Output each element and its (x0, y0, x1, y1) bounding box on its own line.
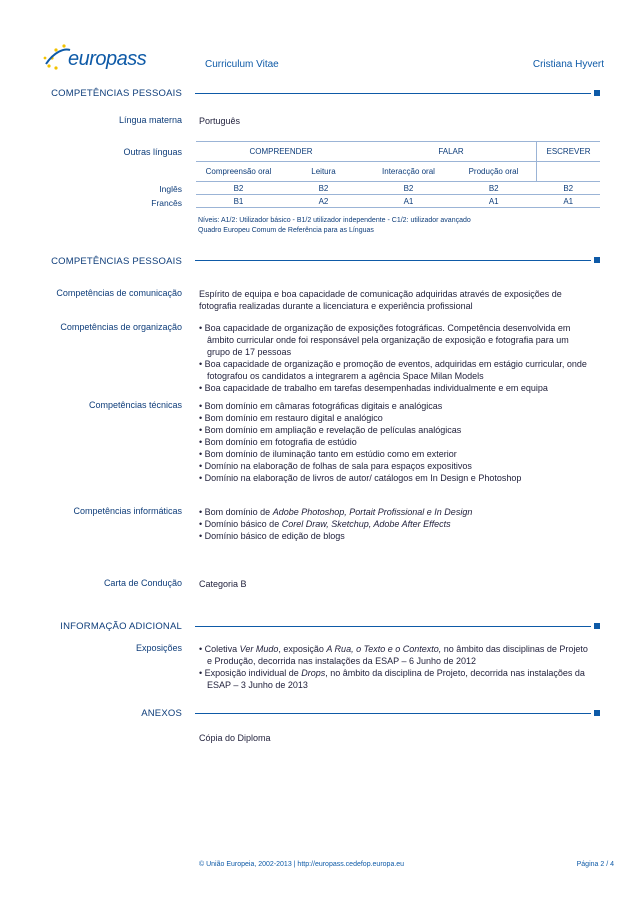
computer-list (199, 506, 599, 542)
document-title: Curriculum Vitae (205, 59, 279, 70)
level-cell: B2 (488, 183, 499, 193)
level-cell: B2 (318, 183, 329, 193)
section-title-personal-skills: COMPETÊNCIAS PESSOAIS (51, 256, 182, 267)
list-item: • Boa capacidade de organização e promoção de eventos, adquiridas em estágio curricular, onde fotografou os candidatos a integrarem a agência Space Milan Models (199, 358, 594, 382)
exhibitions-list (199, 643, 594, 691)
language-name: Inglês (159, 184, 182, 194)
sub-empty (537, 162, 601, 182)
exhibitions-label: Exposições (135, 643, 182, 653)
header-understand: COMPREENDER (249, 147, 313, 156)
annex-item: Cópia do Diploma (199, 733, 271, 743)
communication-text: Espírito de equipa e boa capacidade de comunicação adquiridas através de exposições de fotografia realizadas durante a licenciatura e experiência profissional (199, 289, 562, 311)
level-cell: B2 (563, 183, 574, 193)
technical-list (199, 400, 599, 484)
section-marker (594, 90, 600, 96)
sub-listening: Compreensão oral (205, 167, 272, 176)
section-marker (594, 710, 600, 716)
section-marker (594, 623, 600, 629)
section-divider (195, 713, 591, 714)
level-cell: A1 (488, 196, 499, 206)
sub-interaction: Interacção oral (382, 167, 435, 176)
other-languages-label: Outras línguas (123, 147, 182, 157)
page-number: Página 2 / 4 (576, 861, 614, 868)
footer-copyright-link[interactable]: © União Europeia, 2002-2013 | http://europass.cedefop.europa.eu (199, 861, 405, 868)
list-item: • Bom domínio em fotografia de estúdio (199, 436, 599, 448)
section-title-additional-info: INFORMAÇÃO ADICIONAL (60, 621, 182, 632)
europass-logo-text: europass (68, 48, 147, 70)
level-cell: A1 (403, 196, 414, 206)
level-cell: B1 (233, 196, 244, 206)
list-item: • Domínio na elaboração de livros de autor/ catálogos em In Design e Photoshop (199, 472, 599, 484)
levels-note: Níveis: A1/2: Utilizador básico - B1/2 utilizador independente - C1/2: utilizador avançado (198, 217, 471, 224)
driving-label: Carta de Condução (103, 578, 182, 588)
header-write: ESCREVER (537, 142, 601, 162)
communication-label: Competências de comunicação (56, 288, 182, 298)
language-name: Francês (151, 198, 182, 208)
header-speak: FALAR (438, 147, 464, 156)
level-cell: A2 (318, 196, 329, 206)
section-divider (195, 260, 591, 261)
list-item: • Bom domínio em câmaras fotográficas digitais e analógicas (199, 400, 599, 412)
organization-list (199, 322, 594, 394)
list-item: • Bom domínio de Adobe Photoshop, Portait Profissional e In Design (199, 506, 599, 518)
list-item: • Domínio básico de edição de blogs (199, 530, 599, 542)
section-marker (594, 257, 600, 263)
list-item: • Coletiva Ver Mudo, exposição A Rua, o Texto e o Contexto, no âmbito das disciplinas de Projeto e Produção, decorrida nas instalações da ESAP – 6 Junho de 2012 (199, 643, 594, 667)
level-cell: B2 (233, 183, 244, 193)
list-item: • Bom domínio em restauro digital e analógico (199, 412, 599, 424)
level-cell: A1 (563, 196, 574, 206)
mother-tongue-value: Português (199, 116, 241, 126)
language-row (196, 182, 600, 195)
list-item: • Bom domínio em ampliação e revelação de películas analógicas (199, 424, 599, 436)
sub-reading: Leitura (311, 167, 336, 176)
section-divider (195, 626, 591, 627)
list-item: • Boa capacidade de organização de exposições fotográficas. Competência desenvolvida em âmbito curricular onde foi responsável pela organização de exposição e fotografia para um grupo de 17 pessoas (199, 322, 594, 358)
language-row (196, 195, 600, 208)
sub-production: Produção oral (468, 167, 519, 176)
list-item: • Domínio na elaboração de folhas de sala para espaços expositivos (199, 460, 599, 472)
list-item: • Domínio básico de Corel Draw, Sketchup, Adobe After Effects (199, 518, 599, 530)
section-divider (195, 93, 591, 94)
computer-label: Competências informáticas (73, 506, 182, 516)
list-item: • Bom domínio de iluminação tanto em estúdio como em exterior (199, 448, 599, 460)
list-item: • Boa capacidade de trabalho em tarefas desempenhadas individualmente e em equipa (199, 382, 594, 394)
level-cell: B2 (403, 183, 414, 193)
section-title-personal-skills: COMPETÊNCIAS PESSOAIS (51, 88, 182, 99)
driving-value: Categoria B (199, 579, 247, 589)
cefr-note: Quadro Europeu Comum de Referência para as Línguas (198, 227, 374, 234)
language-table (196, 141, 600, 208)
section-title-annexes: ANEXOS (141, 708, 182, 719)
technical-label: Competências técnicas (88, 400, 182, 410)
list-item: • Exposição individual de Drops, no âmbito da disciplina de Projeto, decorrida nas instalações da ESAP – 3 Junho de 2013 (199, 667, 594, 691)
organization-label: Competências de organização (60, 322, 182, 332)
mother-tongue-label: Língua materna (118, 115, 182, 125)
person-name: Cristiana Hyvert (532, 59, 604, 70)
